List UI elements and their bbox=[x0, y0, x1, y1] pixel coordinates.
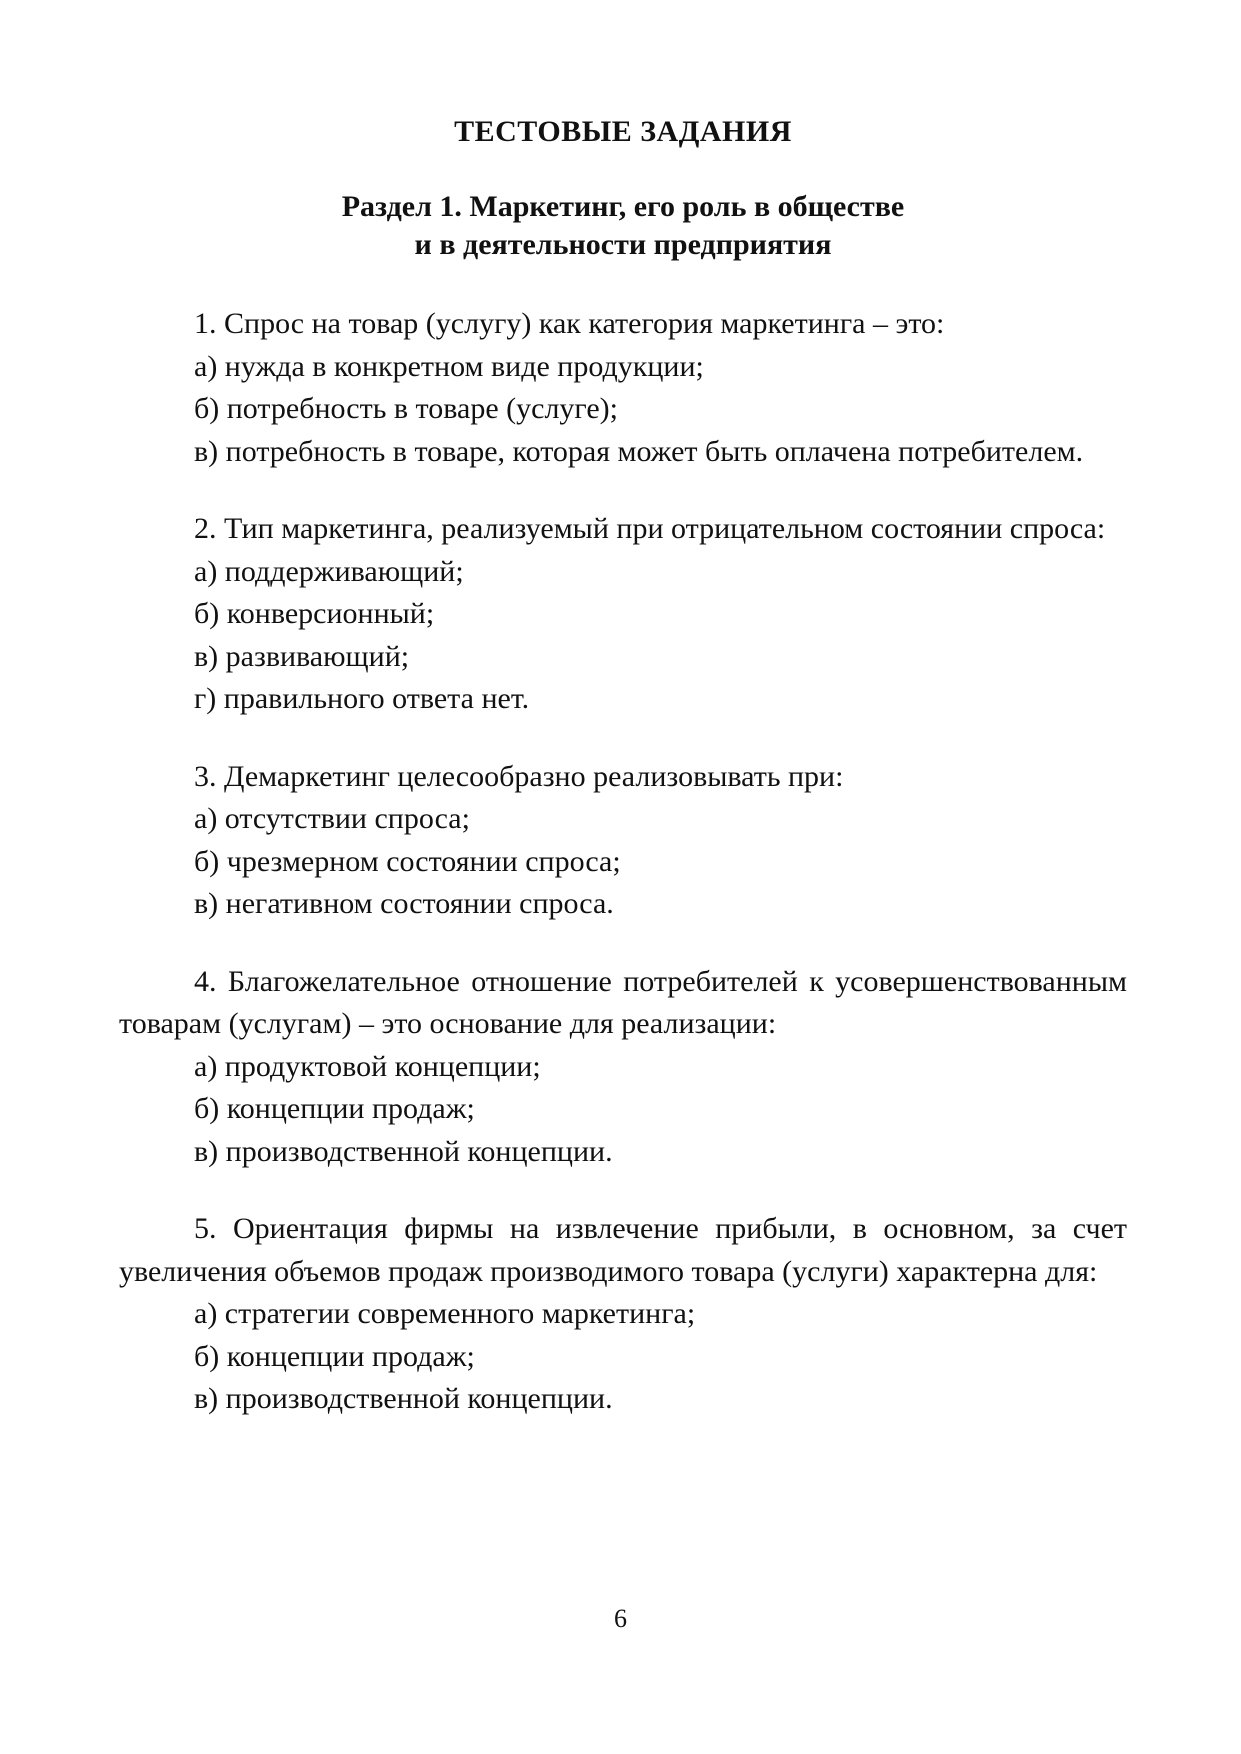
answer-option: б) чрезмерном состоянии спроса; bbox=[194, 844, 621, 878]
answer-option: а) продуктовой концепции; bbox=[194, 1049, 541, 1083]
answer-option: б) потребность в товаре (услуге); bbox=[194, 392, 618, 425]
question-2 bbox=[119, 508, 1127, 721]
answer-option: в) потребность в товаре, которая может быть оплачена потребителем. bbox=[194, 434, 1084, 468]
section-title bbox=[119, 188, 1127, 264]
answer-option: б) концепции продаж; bbox=[194, 1339, 475, 1373]
answer-option: б) конверсионный; bbox=[194, 597, 435, 630]
answer-option: в) производственной концепции. bbox=[194, 1382, 613, 1415]
section-title-line-2: и в деятельности предприятия bbox=[414, 228, 832, 261]
question-1 bbox=[119, 303, 1127, 473]
answer-option: а) стратегии современного маркетинга; bbox=[194, 1297, 696, 1330]
document-page bbox=[119, 112, 1127, 1456]
answer-option: б) концепции продаж; bbox=[194, 1092, 475, 1125]
question-5 bbox=[119, 1208, 1127, 1421]
page-title: ТЕСТОВЫЕ ЗАДАНИЯ bbox=[454, 115, 792, 148]
section-title-line-1: Раздел 1. Маркетинг, его роль в обществе bbox=[341, 190, 905, 223]
question-text: 3. Демаркетинг целесообразно реализовывать при: bbox=[194, 759, 844, 793]
answer-option: в) развивающий; bbox=[194, 639, 410, 673]
answer-option: в) негативном состоянии спроса. bbox=[194, 887, 614, 920]
answer-option: а) отсутствии спроса; bbox=[194, 802, 470, 835]
answer-option: а) нужда в конкретном виде продукции; bbox=[194, 349, 704, 383]
answer-option: а) поддерживающий; bbox=[194, 554, 464, 588]
answer-option: г) правильного ответа нет. bbox=[194, 682, 530, 715]
question-text: 2. Тип маркетинга, реализуемый при отрицательном состоянии спроса: bbox=[194, 512, 1106, 545]
answer-option: в) производственной концепции. bbox=[194, 1134, 613, 1168]
question-4 bbox=[119, 961, 1127, 1174]
question-text: 1. Спрос на товар (услугу) как категория маркетинга – это: bbox=[194, 307, 945, 340]
question-text: 5. Ориентация фирмы на извлечение прибыли, в основном, за счет увеличения объемов продаж производимого товара (услуги) характерна для: bbox=[119, 1212, 1127, 1288]
question-text: 4. Благожелательное отношение потребителей к усовершенствованным товарам (услугам) – это основание для реализации: bbox=[119, 964, 1127, 1040]
page-number: 6 bbox=[614, 1604, 627, 1633]
question-3 bbox=[119, 756, 1127, 926]
